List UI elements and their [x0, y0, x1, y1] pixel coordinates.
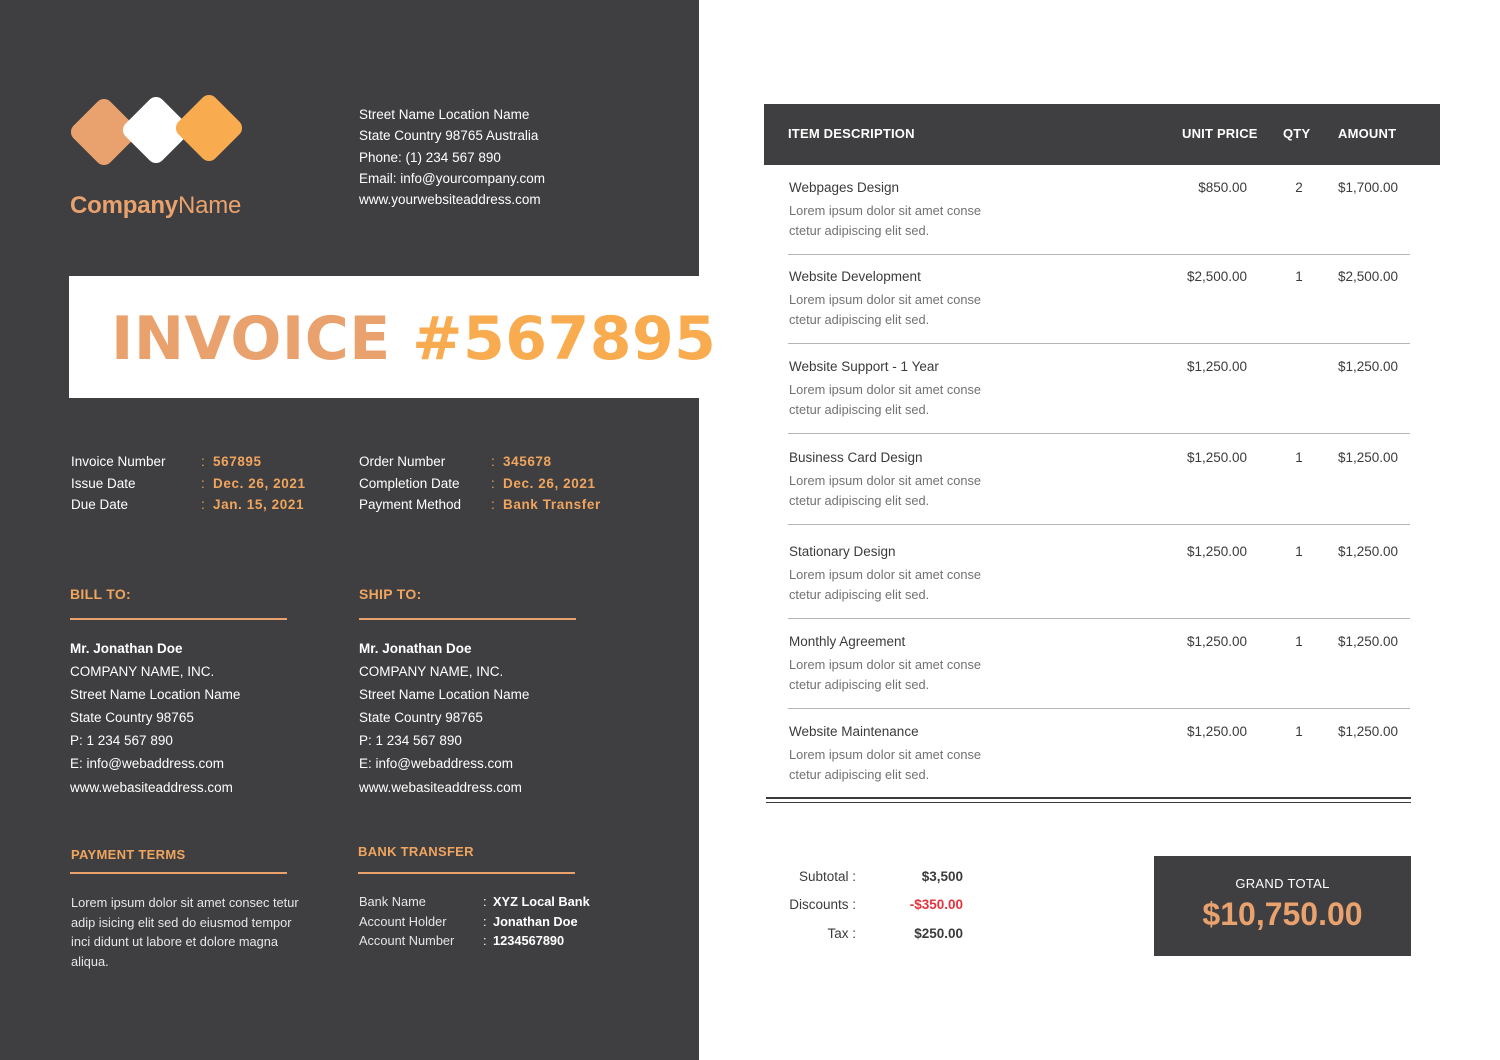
subtotal-row: [770, 862, 963, 891]
invoice-meta-right: [359, 451, 601, 516]
bank-value: XYZ Local Bank: [493, 894, 590, 909]
bank-label: Account Holder: [359, 913, 447, 929]
bank-separator: :: [483, 913, 487, 929]
invoice-title-number: #567895: [412, 304, 717, 374]
meta-row: [359, 451, 601, 473]
meta-separator: :: [491, 475, 495, 491]
item-qty: 1: [1295, 724, 1303, 739]
item-qty: 1: [1295, 269, 1303, 284]
totals-summary: [770, 862, 963, 948]
meta-separator: :: [491, 454, 495, 469]
subtotal-label: Subtotal :: [798, 868, 856, 884]
item-amount: $1,250.00: [1337, 634, 1398, 649]
header-amount: AMOUNT: [1338, 126, 1397, 141]
bank-row: [359, 931, 590, 951]
bill-to-line: E: info@webaddress.com: [70, 756, 225, 772]
items-table-header: [764, 104, 1440, 165]
row-divider: [788, 254, 1410, 255]
item-description: Lorem ipsum dolor sit amet conse ctetur adipiscing elit sed.: [789, 747, 982, 782]
invoice-meta-left: [71, 451, 306, 516]
item-name: Website Development: [789, 269, 921, 284]
bank-transfer-heading: BANK TRANSFER: [358, 844, 474, 859]
item-unit-price: $2,500.00: [1186, 269, 1247, 284]
subtotal-value: $3,500: [921, 868, 963, 884]
company-website: www.yourwebsiteaddress.com: [359, 192, 541, 208]
bank-value: Jonathan Doe: [493, 913, 578, 929]
item-unit-price: $1,250.00: [1186, 359, 1247, 374]
company-address-line: Street Name Location Name: [359, 107, 530, 122]
bank-separator: :: [483, 894, 487, 909]
bill-to-address: [70, 637, 240, 799]
discount-label: Discounts :: [789, 897, 856, 913]
ship-to-line: www.webasiteaddress.com: [359, 779, 522, 795]
bank-value: 1234567890: [493, 933, 565, 949]
bank-row: [359, 892, 590, 912]
meta-label: Completion Date: [359, 475, 460, 491]
company-logo-icon: [70, 92, 260, 182]
item-amount: $1,250.00: [1337, 450, 1398, 465]
ship-to-line: E: info@webaddress.com: [359, 756, 514, 772]
meta-value: 567895: [213, 454, 262, 469]
invoice-title-word: INVOICE: [111, 304, 391, 374]
header-item-description: ITEM DESCRIPTION: [788, 126, 915, 141]
item-qty: 2: [1295, 180, 1303, 195]
item-description: Lorem ipsum dolor sit amet conse ctetur adipiscing elit sed.: [789, 567, 982, 602]
item-amount: $2,500.00: [1337, 269, 1398, 284]
item-description: Lorem ipsum dolor sit amet conse ctetur adipiscing elit sed.: [789, 203, 982, 238]
bill-to-name: Mr. Jonathan Doe: [70, 641, 183, 656]
item-description: Lorem ipsum dolor sit amet conse ctetur adipiscing elit sed.: [789, 382, 982, 417]
invoice-title: [111, 304, 716, 374]
item-qty: 1: [1295, 544, 1303, 559]
row-divider: [788, 524, 1410, 525]
item-description: Lorem ipsum dolor sit amet conse ctetur adipiscing elit sed.: [789, 473, 982, 508]
meta-separator: :: [491, 497, 495, 512]
item-amount: $1,700.00: [1337, 180, 1398, 195]
ship-to-address: [359, 637, 529, 799]
meta-value: Jan. 15, 2021: [213, 497, 305, 512]
header-qty: QTY: [1283, 126, 1311, 141]
bill-to-line: Street Name Location Name: [70, 687, 241, 703]
meta-label: Invoice Number: [71, 454, 166, 469]
company-phone: Phone: (1) 234 567 890: [359, 149, 501, 165]
tax-row: [770, 919, 963, 948]
row-divider: [788, 618, 1410, 619]
meta-label: Order Number: [359, 454, 446, 469]
item-amount: $1,250.00: [1337, 724, 1398, 739]
item-unit-price: $1,250.00: [1186, 544, 1247, 559]
ship-to-heading: SHIP TO:: [359, 586, 422, 602]
item-name: Business Card Design: [789, 450, 923, 465]
meta-separator: :: [201, 497, 205, 512]
meta-separator: :: [201, 454, 205, 469]
grand-total-box: [1154, 856, 1411, 956]
bill-to-line: COMPANY NAME, INC.: [70, 664, 215, 680]
bill-to-line: www.webasiteaddress.com: [70, 779, 233, 795]
discount-row: [770, 891, 963, 920]
meta-label: Due Date: [71, 497, 129, 512]
payment-terms-heading: PAYMENT TERMS: [71, 847, 186, 862]
bank-transfer-details: [359, 892, 590, 951]
company-name-light: Name: [177, 192, 242, 219]
meta-label: Issue Date: [71, 475, 136, 491]
header-unit-price: UNIT PRICE: [1182, 126, 1258, 141]
item-description: Lorem ipsum dolor sit amet conse ctetur adipiscing elit sed.: [789, 292, 982, 327]
grand-total-value: $10,750.00: [1202, 896, 1363, 932]
item-qty: 1: [1295, 634, 1303, 649]
item-qty: 1: [1295, 450, 1303, 465]
item-name: Website Support - 1 Year: [789, 359, 939, 374]
meta-value: Dec. 26, 2021: [213, 475, 306, 491]
bank-transfer-underline: [358, 872, 575, 874]
tax-label: Tax :: [827, 925, 856, 941]
bill-to-line: State Country 98765: [70, 710, 194, 726]
table-end-rule: [766, 802, 1411, 803]
item-unit-price: $1,250.00: [1186, 724, 1247, 739]
company-name-bold: Company: [70, 192, 178, 219]
company-name: [70, 192, 241, 220]
ship-to-underline: [359, 618, 576, 620]
meta-row: [71, 494, 306, 516]
meta-label: Payment Method: [359, 497, 462, 512]
item-amount: $1,250.00: [1337, 359, 1398, 374]
meta-value: Bank Transfer: [503, 497, 601, 512]
item-description: Lorem ipsum dolor sit amet conse ctetur adipiscing elit sed.: [789, 657, 982, 692]
row-divider: [788, 433, 1410, 434]
item-name: Monthly Agreement: [789, 634, 906, 649]
ship-to-line: COMPANY NAME, INC.: [359, 664, 504, 680]
meta-row: [71, 473, 306, 495]
company-email: Email: info@yourcompany.com: [359, 170, 546, 186]
ship-to-line: State Country 98765: [359, 710, 483, 726]
ship-to-line: Street Name Location Name: [359, 687, 530, 703]
meta-separator: :: [201, 475, 205, 491]
meta-row: [359, 494, 601, 516]
payment-terms-underline: [70, 872, 287, 874]
item-name: Website Maintenance: [789, 724, 919, 739]
row-divider: [788, 343, 1410, 344]
company-address-block: [359, 104, 545, 210]
meta-row: [359, 473, 601, 495]
item-unit-price: $1,250.00: [1186, 450, 1247, 465]
bank-label: Account Number: [359, 933, 455, 949]
discount-value: -$350.00: [909, 897, 963, 913]
invoice-title-band: [69, 276, 717, 398]
bill-to-line: P: 1 234 567 890: [70, 733, 173, 749]
tax-value: $250.00: [914, 925, 963, 941]
payment-terms-text: Lorem ipsum dolor sit amet consec tetur adip isicing elit sed do eiusmod tempor inci didunt ut labore et dolore magna aliqua.: [71, 895, 299, 969]
meta-value: 345678: [503, 454, 552, 469]
bill-to-heading: BILL TO:: [70, 586, 131, 602]
item-name: Webpages Design: [789, 180, 900, 195]
row-divider: [788, 708, 1410, 709]
company-address-line: State Country 98765 Australia: [359, 128, 539, 144]
bank-label: Bank Name: [359, 894, 426, 909]
bank-row: [359, 912, 590, 932]
meta-row: [71, 451, 306, 473]
table-end-rule: [766, 797, 1411, 799]
meta-value: Dec. 26, 2021: [503, 475, 596, 491]
grand-total-label: GRAND TOTAL: [1235, 876, 1330, 891]
bill-to-underline: [70, 618, 287, 620]
item-amount: $1,250.00: [1337, 544, 1398, 559]
item-unit-price: $1,250.00: [1186, 634, 1247, 649]
ship-to-name: Mr. Jonathan Doe: [359, 641, 472, 656]
item-unit-price: $850.00: [1198, 180, 1247, 195]
bank-separator: :: [483, 933, 487, 949]
ship-to-line: P: 1 234 567 890: [359, 733, 462, 749]
item-name: Stationary Design: [789, 544, 896, 559]
